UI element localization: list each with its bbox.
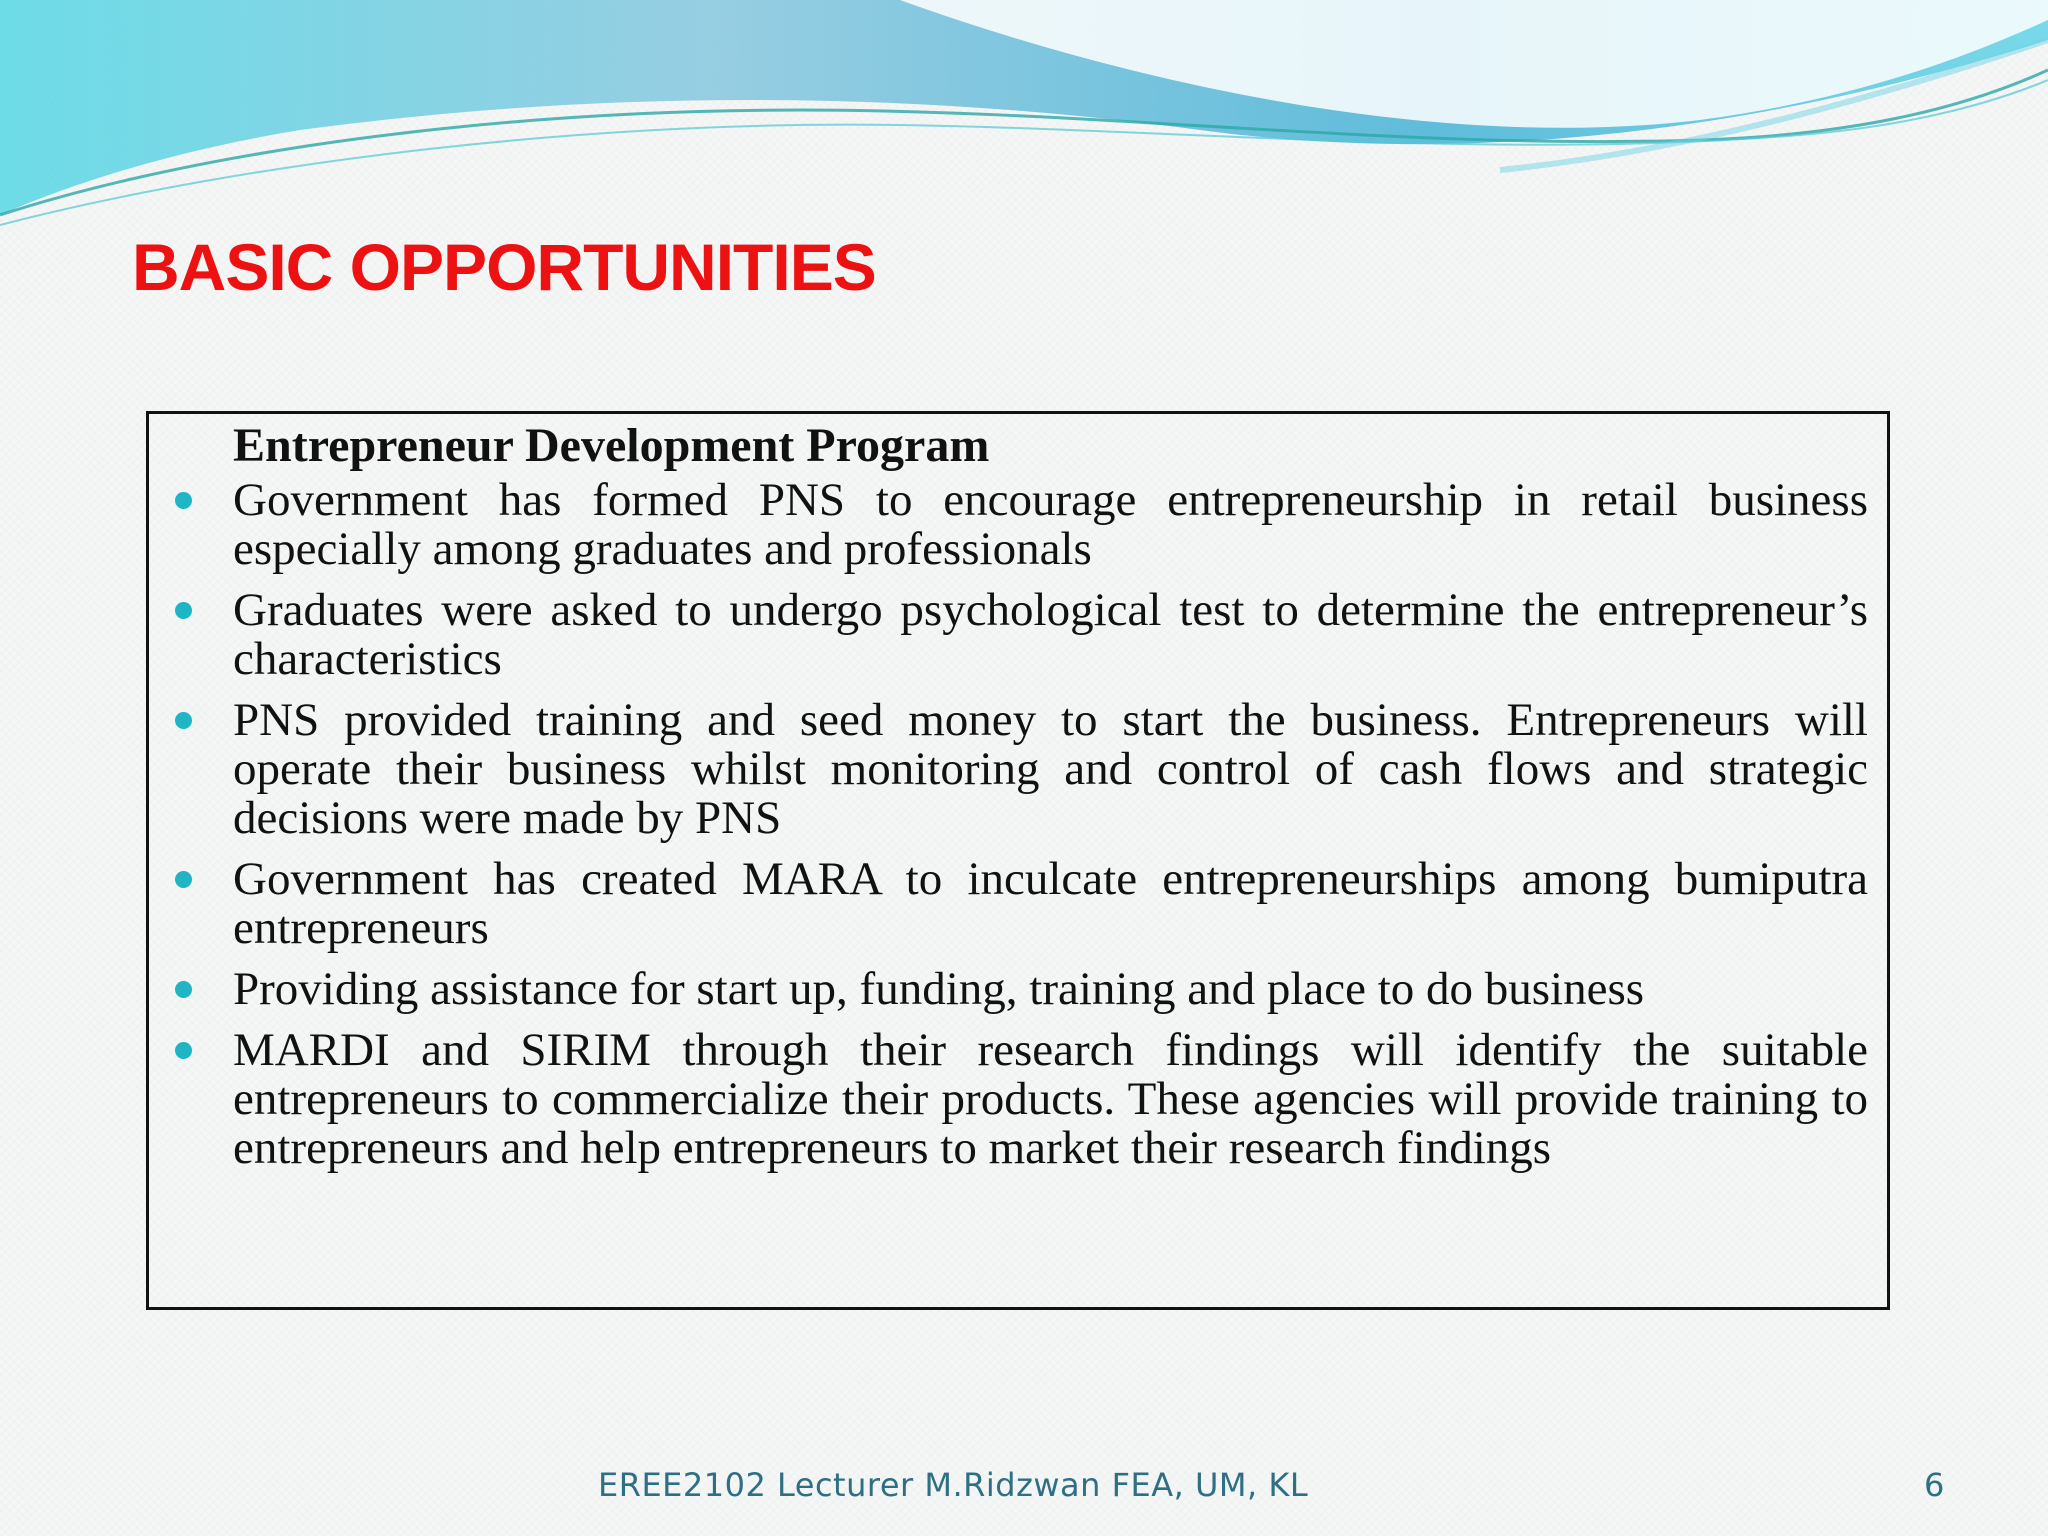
bullet-text: Graduates were asked to undergo psychological test to determine the entrepreneur’s characteristics (233, 584, 1868, 685)
bullet-dot-icon (175, 492, 192, 509)
list-item (233, 855, 1868, 953)
bullet-dot-icon (175, 871, 192, 888)
page-number: 6 (1924, 1466, 1945, 1504)
list-item (233, 586, 1868, 684)
bullet-text: MARDI and SIRIM through their research findings will identify the suitable entrepreneurs to commercialize their products. These agencies will provide training to entrepreneurs and help entrepreneurs to market their research findings (233, 1024, 1868, 1174)
program-heading: Entrepreneur Development Program (233, 419, 990, 472)
list-item (233, 1026, 1868, 1173)
bullet-text: PNS provided training and seed money to start the business. Entrepreneurs will operate their business whilst monitoring and control of cash flows and strategic decisions were made by PNS (233, 694, 1868, 844)
footer-text: EREE2102 Lecturer M.Ridzwan FEA, UM, KL (598, 1466, 1309, 1504)
list-item (233, 965, 1868, 1014)
list-item (233, 476, 1868, 574)
bullet-dot-icon (175, 1042, 192, 1059)
bullet-dot-icon (175, 712, 192, 729)
list-item (233, 696, 1868, 843)
bullet-dot-icon (175, 981, 192, 998)
bullet-list (233, 476, 1868, 1185)
bullet-text: Government has created MARA to inculcate entrepreneurships among bumiputra entrepreneurs (233, 853, 1868, 954)
slide-title: BASIC OPPORTUNITIES (132, 230, 876, 304)
bullet-text: Providing assistance for start up, funding, training and place to do business (233, 963, 1645, 1015)
header-wave-decoration (0, 0, 2048, 240)
bullet-dot-icon (175, 602, 192, 619)
bullet-text: Government has formed PNS to encourage entrepreneurship in retail business especially among graduates and professionals (233, 474, 1868, 575)
content-box (146, 411, 1890, 1310)
